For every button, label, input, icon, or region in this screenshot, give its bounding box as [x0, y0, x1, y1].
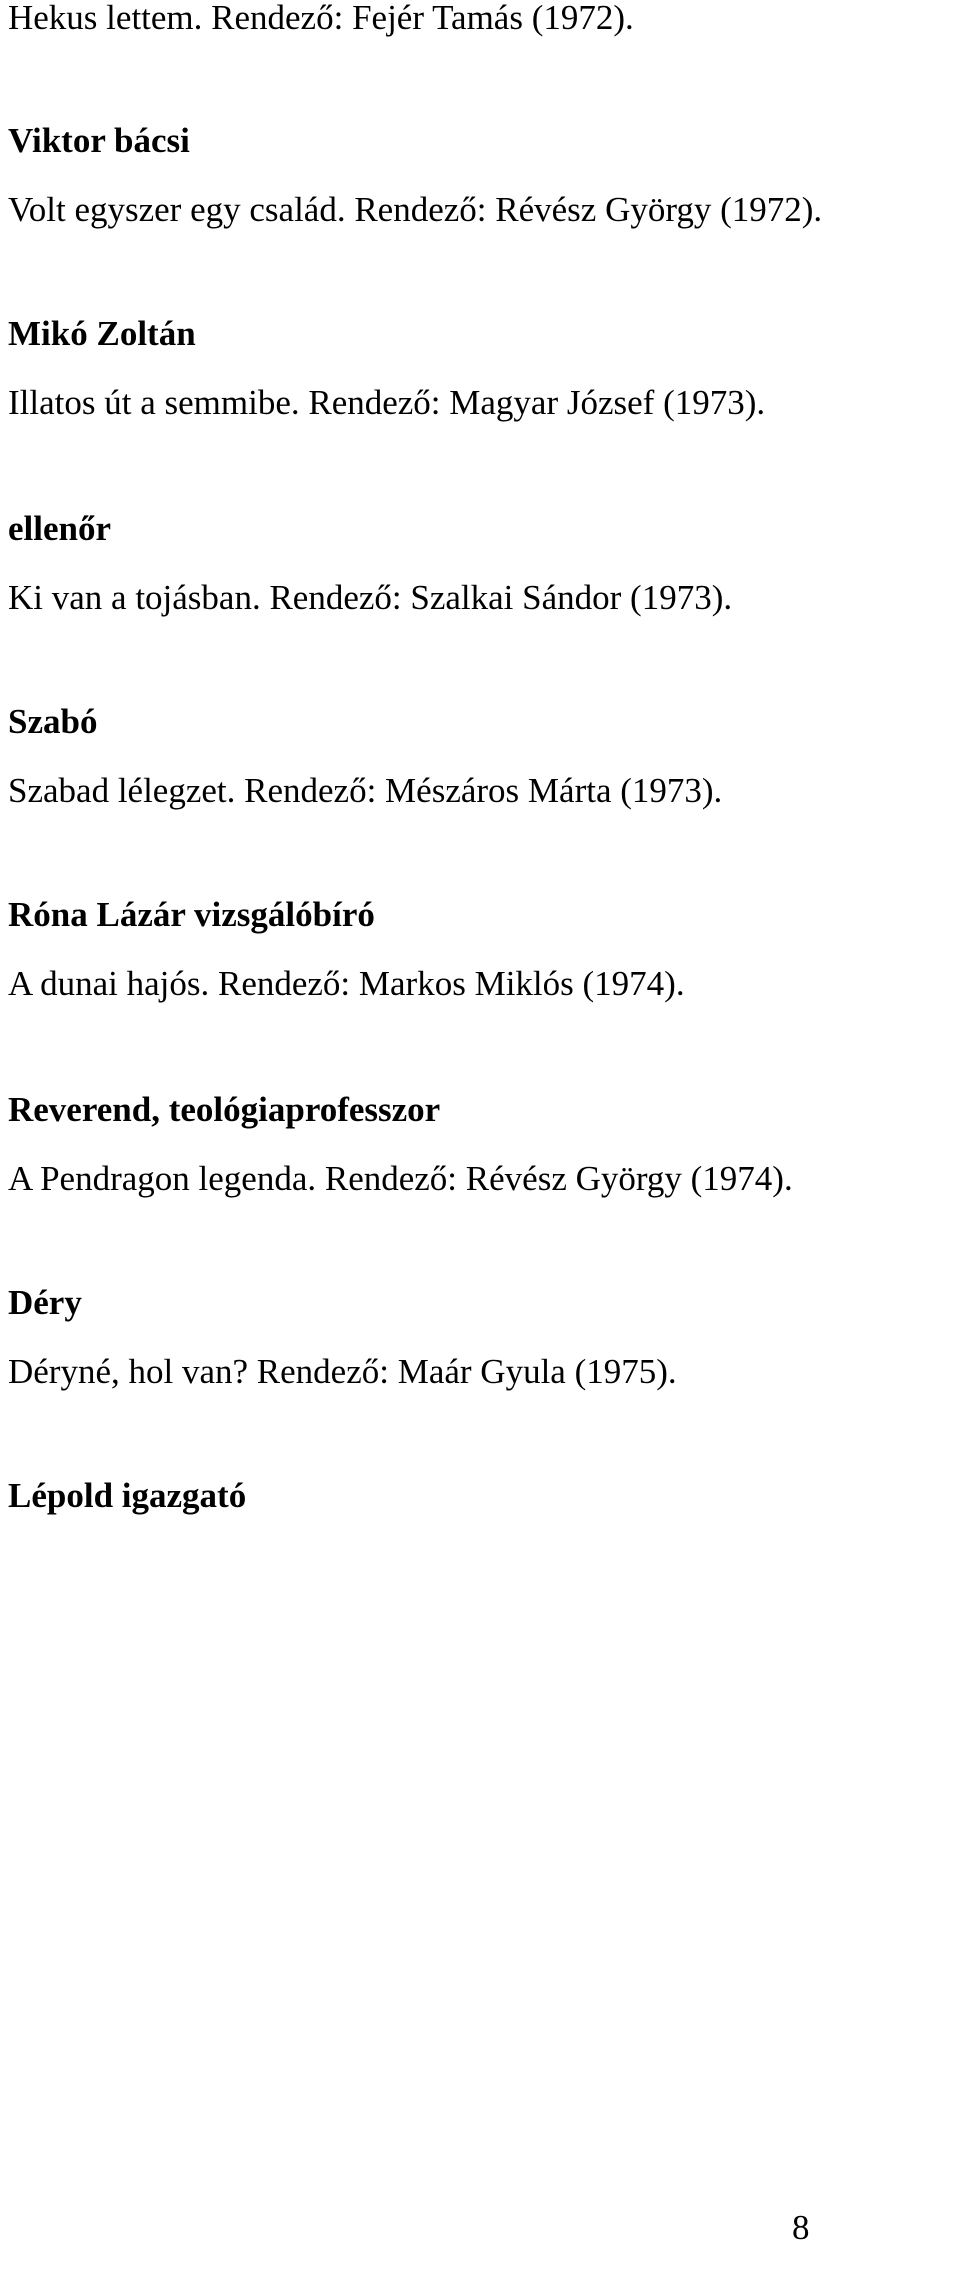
- film-entry: Volt egyszer egy család. Rendező: Révész György (1972).: [8, 190, 823, 229]
- role-heading: Déry: [8, 1283, 82, 1322]
- film-entry: Hekus lettem. Rendező: Fejér Tamás (1972).: [8, 0, 634, 37]
- film-entry: A dunai hajós. Rendező: Markos Miklós (1974).: [8, 964, 685, 1003]
- film-entry: Ki van a tojásban. Rendező: Szalkai Sándor (1973).: [8, 578, 733, 617]
- page-number: 8: [792, 2208, 810, 2247]
- role-heading: Viktor bácsi: [8, 121, 190, 160]
- role-heading: Mikó Zoltán: [8, 314, 196, 353]
- film-entry: Illatos út a semmibe. Rendező: Magyar József (1973).: [8, 383, 766, 422]
- role-heading: Szabó: [8, 702, 98, 741]
- role-heading: Lépold igazgató: [8, 1476, 247, 1515]
- film-entry: Szabad lélegzet. Rendező: Mészáros Márta (1973).: [8, 771, 723, 810]
- role-heading: Róna Lázár vizsgálóbíró: [8, 895, 375, 934]
- role-heading: Reverend, teológiaprofesszor: [8, 1090, 441, 1129]
- film-entry: Déryné, hol van? Rendező: Maár Gyula (1975).: [8, 1352, 677, 1391]
- film-entry: A Pendragon legenda. Rendező: Révész György (1974).: [8, 1159, 793, 1198]
- role-heading: ellenőr: [8, 509, 112, 548]
